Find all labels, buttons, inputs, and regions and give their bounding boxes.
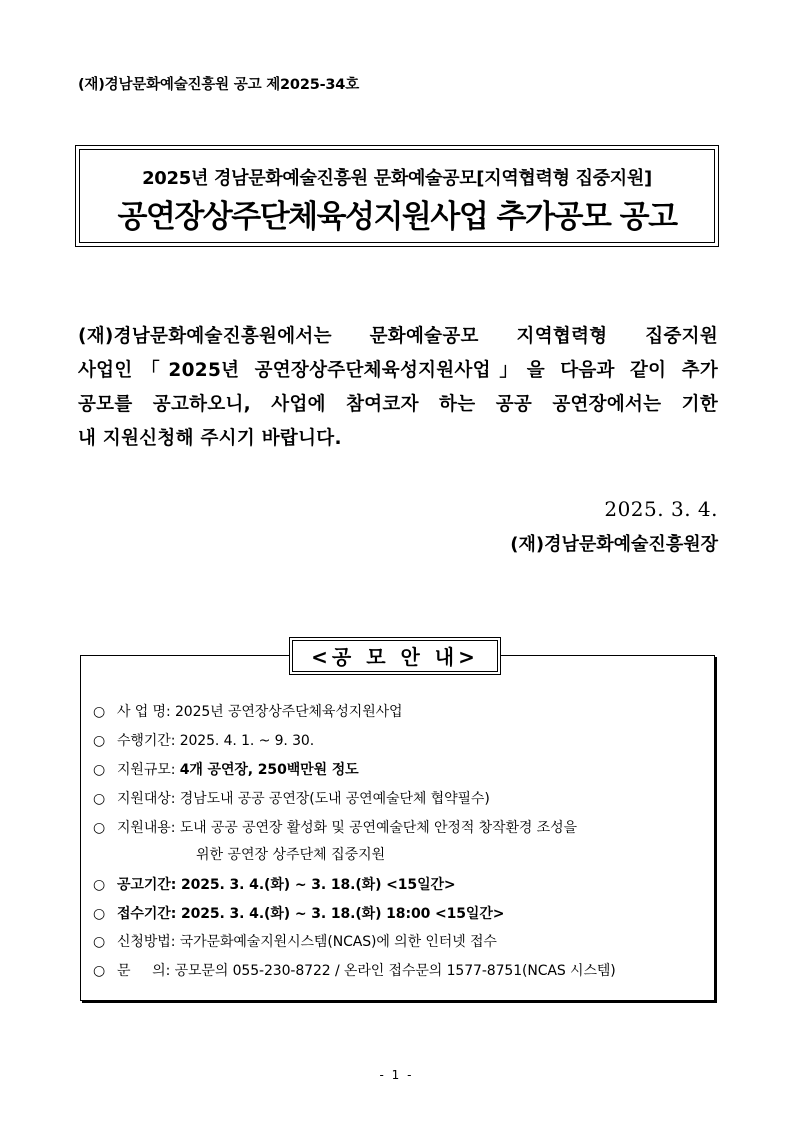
title-box-inner-frame (79, 149, 715, 243)
issuer-name: (재)경남문화예술진흥원장 (510, 534, 718, 555)
info-item-scale (93, 759, 359, 779)
circle-bullet-icon: ○ (93, 733, 106, 749)
circle-bullet-icon: ○ (93, 963, 106, 979)
title-box (75, 145, 719, 247)
info-item-value: 공모문의 055-230-8722 / 온라인 접수문의 1577-8751(NCAS 시스템) (174, 963, 616, 979)
info-item-inquiry (93, 960, 616, 980)
info-item-value: 도내 공공 공연장 활성화 및 공연예술단체 안정적 창작환경 조성을 (179, 820, 577, 836)
info-heading-box (289, 637, 501, 675)
info-item-value: 국가문화예술지원시스템(NCAS)에 의한 인터넷 접수 (179, 934, 497, 950)
body-line-1: (재)경남문화예술진흥원에서는 문화예술공모 지역협력형 집중지원 (78, 326, 718, 347)
body-line-2: 사업인「2025년 공연장상주단체육성지원사업」을 다음과 같이 추가 (78, 360, 718, 381)
circle-bullet-icon: ○ (93, 820, 106, 836)
circle-bullet-icon: ○ (93, 704, 106, 720)
body-line-3: 공모를 공고하오니, 사업에 참여코자 하는 공공 공연장에서는 기한 (78, 394, 718, 415)
info-item-value: 2025년 공연장상주단체육성지원사업 (174, 704, 403, 720)
info-item-value: 2025. 3. 4.(화) ~ 3. 18.(화) <15일간> (180, 877, 456, 893)
info-item-period (93, 730, 314, 750)
info-item-label: 접수기간: (117, 906, 177, 922)
info-item-label: 문 의: (117, 963, 171, 979)
info-item-label: 지원규모: (117, 762, 176, 778)
notice-number: (재)경남문화예술진흥원 공고 제2025-34호 (78, 77, 359, 93)
announcement-date: 2025. 3. 4. (604, 497, 718, 521)
body-line-4: 내 지원신청해 주시기 바랍니다. (78, 428, 342, 449)
info-item-target (93, 788, 490, 808)
info-item-label: 사 업 명: (117, 704, 171, 720)
circle-bullet-icon: ○ (93, 906, 106, 922)
info-heading: <공 모 안 내> (292, 640, 498, 672)
info-item-label: 공고기간: (117, 877, 177, 893)
info-item-label: 신청방법: (117, 934, 176, 950)
info-item-project-name (93, 701, 402, 721)
info-item-value: 2025. 3. 4.(화) ~ 3. 18.(화) 18:00 <15일간> (180, 906, 505, 922)
info-item-value: 경남도내 공공 공연장(도내 공연예술단체 협약필수) (179, 791, 490, 807)
info-item-label: 지원대상: (117, 791, 176, 807)
document-title: 공연장상주단체육성지원사업 추가공모 공고 (117, 199, 677, 235)
info-item-value: 4개 공연장, 250백만원 정도 (179, 762, 359, 778)
page-number: - 1 - (379, 1068, 414, 1082)
info-item-label: 지원내용: (117, 820, 176, 836)
info-item-content (93, 817, 577, 837)
info-item-value: 2025. 4. 1. ~ 9. 30. (179, 733, 315, 749)
circle-bullet-icon: ○ (93, 791, 106, 807)
circle-bullet-icon: ○ (93, 934, 106, 950)
info-item-content-continued: 위한 공연장 상주단체 집중지원 (196, 847, 386, 863)
circle-bullet-icon: ○ (93, 877, 106, 893)
info-item-application-period (93, 903, 504, 923)
info-item-method (93, 931, 497, 951)
circle-bullet-icon: ○ (93, 762, 106, 778)
info-item-label: 수행기간: (117, 733, 176, 749)
info-item-notice-period (93, 874, 456, 894)
document-subtitle: 2025년 경남문화예술진흥원 문화예술공모[지역협력형 집중지원] (142, 168, 652, 189)
